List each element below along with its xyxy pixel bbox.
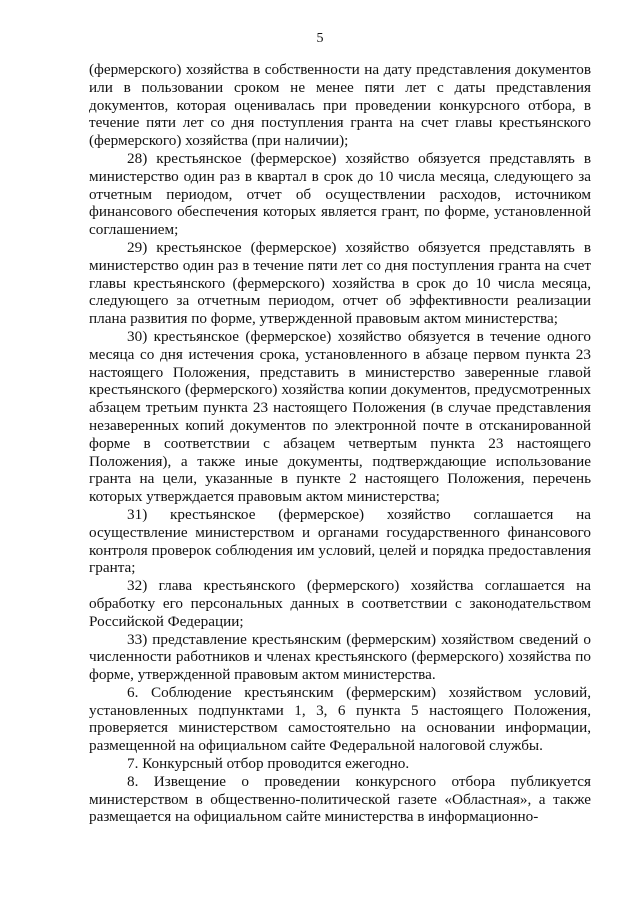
document-body	[89, 61, 591, 826]
page-number: 5	[316, 31, 324, 46]
paragraph-continuation: (фермерского) хозяйства в собственности на дату представления документов или в пользовании сроком не менее пяти лет с даты представления документов, которая оценивалась при проведении конкурсного отбора, в течение пяти лет со дня поступления гранта на счет главы крестьянского (фермерского) хозяйства (при наличии);	[89, 61, 591, 150]
paragraph-item-30: 30) крестьянское (фермерское) хозяйство обязуется в течение одного месяца со дня истечения срока, установленного в абзаце первом пункта 23 настоящего Положения, представить в министерство заверенные главой крестьянского (фермерского) хозяйства копии документов, предусмотренных абзацем третьим пункта 23 настоящего Положения (в случае представления незаверенных копий документов по электронной почте в отсканированной форме в соответствии с абзацем четвертым пункта 23 настоящего Положения), а также иные документы, подтверждающие использование гранта на цели, указанные в пункте 2 настоящего Положения, перечень которых утверждается правовым актом министерства;	[89, 327, 591, 506]
paragraph-section-8: 8. Извещение о проведении конкурсного отбора публикуется министерством в общественно-политической газете «Областная», а также размещается на официальном сайте министерства в информационно-	[89, 772, 591, 826]
paragraph-item-31: 31) крестьянское (фермерское) хозяйство соглашается на осуществление министерством и органами государственного финансового контроля проверок соблюдения им условий, целей и порядка предоставления гранта;	[89, 505, 591, 577]
paragraph-section-7: 7. Конкурсный отбор проводится ежегодно.	[127, 755, 410, 773]
paragraph-section-6: 6. Соблюдение крестьянским (фермерским) хозяйством условий, установленных подпунктами 1, 3, 6 пункта 5 настоящего Положения, проверяется министерством самостоятельно на основании информации, размещенной на официальном сайте Федеральной налоговой службы.	[89, 683, 591, 755]
paragraph-item-33: 33) представление крестьянским (фермерским) хозяйством сведений о численности работников и членах крестьянского (фермерского) хозяйства по форме, утвержденной правовым актом министерства.	[89, 630, 591, 684]
paragraph-item-28: 28) крестьянское (фермерское) хозяйство обязуется представлять в министерство один раз в квартал в срок до 10 числа месяца, следующего за отчетным периодом, отчет об осуществлении расходов, источником финансового обеспечения которых является грант, по форме, установленной соглашением;	[89, 149, 591, 239]
paragraph-item-29: 29) крестьянское (фермерское) хозяйство обязуется представлять в министерство один раз в течение пяти лет со дня поступления гранта на счет главы крестьянского (фермерского) хозяйства в срок до 10 числа месяца, следующего за отчетным периодом, отчет об эффективности реализации плана развития по форме, утвержденной правовым актом министерства;	[89, 238, 591, 328]
paragraph-item-32: 32) глава крестьянского (фермерского) хозяйства соглашается на обработку его персональных данных в соответствии с законодательством Российской Федерации;	[89, 577, 591, 630]
